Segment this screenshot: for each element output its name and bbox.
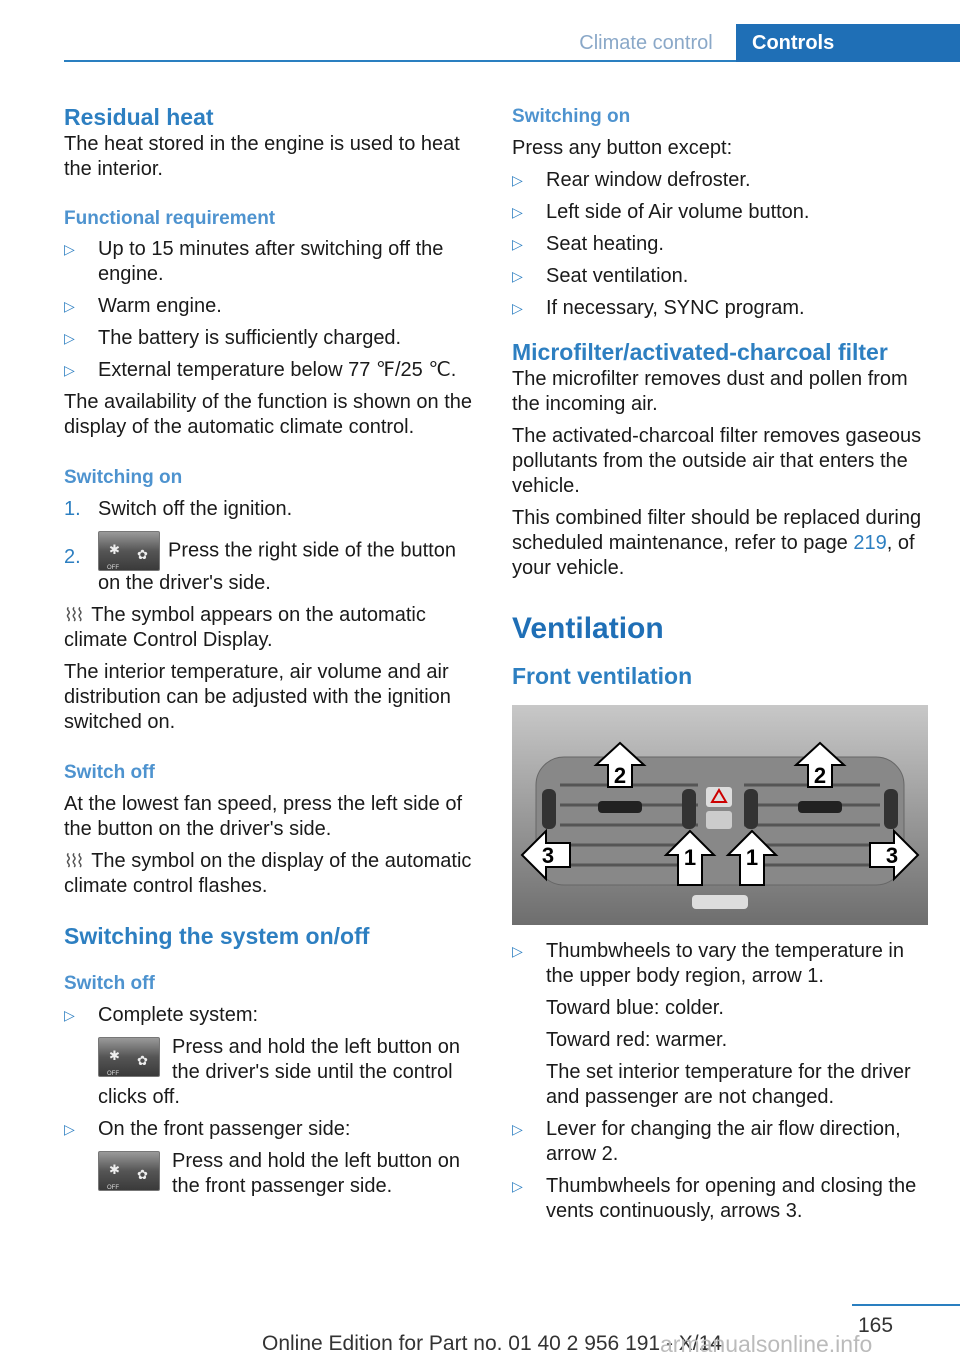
list-item: ▷ If necessary, SYNC program.	[512, 297, 805, 319]
arrow-label-2: 2	[813, 763, 827, 788]
list-item: ▷ Seat ventilation.	[512, 265, 689, 287]
triangle-bullet-icon: ▷	[64, 1121, 75, 1137]
system-title: Switching the system on/off	[64, 923, 370, 949]
climate-button-icon: ✱ OFF ✿	[98, 531, 160, 571]
arrow-label-3: 3	[885, 843, 899, 868]
switch-off-text: At the lowest fan speed, press the left side of the button on the driver's side.	[64, 793, 463, 840]
symbol-appears-text: ⌇⌇⌇ The symbol appears on the automatic climate Control Display.	[64, 604, 426, 651]
list-item: ▷ Thumbwheels for opening and closing the vents continuously, arrows 3.	[512, 1175, 917, 1222]
filter-title: Microfilter/activated-charcoal filter	[512, 339, 888, 365]
right-column	[512, 100, 932, 1224]
arrow-label-1: 1	[745, 845, 759, 870]
list-item: ▷ Lever for changing the air flow direction, arrow 2.	[512, 1118, 901, 1165]
list-item: ▷ Seat heating.	[512, 233, 664, 255]
residual-heat-title: Residual heat	[64, 104, 214, 130]
list-item: ▷ External temperature below 77 ℉/25 ℃.	[64, 359, 457, 381]
switch-off-title: Switch off	[64, 762, 155, 783]
system-switch-off-title: Switch off	[64, 973, 155, 994]
step-1: 1. Switch off the ignition.	[64, 498, 293, 520]
symbol-flashes-text: ⌇⌇⌇ The symbol on the display of the automatic climate control flashes.	[64, 850, 472, 897]
triangle-bullet-icon: ▷	[64, 298, 75, 314]
vent-list	[512, 939, 932, 1224]
triangle-bullet-icon: ▷	[512, 300, 523, 316]
func-req-list	[64, 237, 476, 383]
filter-text-3: This combined filter should be replaced during scheduled maintenance, refer to page 219, of your vehicle.	[512, 507, 922, 579]
step-2: 2. ✱ OFF ✿ Press the right side of the button on the driver's side.	[64, 531, 476, 596]
list-item: ▷ Rear window defroster.	[512, 169, 751, 191]
climate-button-icon: ✱ OFF ✿	[98, 1037, 160, 1077]
ventilation-title: Ventilation	[512, 612, 664, 645]
complete-system-text: Press and hold the left button on the driver's side until the control clicks off.	[98, 1036, 460, 1108]
triangle-bullet-icon: ▷	[512, 172, 523, 188]
adjust-text: The interior temperature, air volume and air distribution can be adjusted with the ignition switched on.	[64, 661, 451, 733]
triangle-bullet-icon: ▷	[512, 1121, 523, 1137]
watermark: armanualsonline.info	[660, 1331, 873, 1357]
residual-heat-text: The heat stored in the engine is used to heat the interior.	[64, 133, 460, 180]
arrow-label-3: 3	[541, 843, 555, 868]
list-item: ▷ On the front passenger side: ✱ OFF ✿ Press and hold the left button on the front passenger side.	[64, 1118, 460, 1197]
step-number: 2.	[64, 546, 81, 568]
list-item: ▷ The battery is sufficiently charged.	[64, 327, 402, 349]
footer-rule	[852, 1304, 960, 1306]
triangle-bullet-icon: ▷	[512, 1178, 523, 1194]
front-ventilation-image	[512, 705, 928, 925]
header-section: Climate control	[579, 32, 713, 54]
residual-heat-symbol-icon: ⌇⌇⌇	[64, 605, 82, 625]
list-item: ▷ Left side of Air volume button.	[512, 201, 810, 223]
passenger-text: Press and hold the left button on the front passenger side.	[172, 1150, 460, 1197]
climate-button-icon: ✱ OFF ✿	[98, 1151, 160, 1191]
triangle-bullet-icon: ▷	[64, 362, 75, 378]
list-item: ▷ Warm engine.	[64, 295, 222, 317]
press-any-text: Press any button except:	[512, 137, 733, 159]
step-number: 1.	[64, 498, 81, 520]
func-req-title: Functional requirement	[64, 208, 276, 229]
switch-on-title: Switching on	[64, 467, 183, 488]
arrow-label-1: 1	[683, 845, 697, 870]
except-list	[512, 168, 932, 321]
triangle-bullet-icon: ▷	[512, 236, 523, 252]
filter-text-1: The microfilter removes dust and pollen from the incoming air.	[512, 368, 908, 415]
edition-text: Online Edition for Part no. 01 40 2 956 191 - X/14	[262, 1332, 722, 1355]
left-column	[64, 100, 476, 1199]
front-vent-title: Front ventilation	[512, 663, 693, 689]
triangle-bullet-icon: ▷	[512, 204, 523, 220]
page-number: 165	[858, 1314, 894, 1337]
triangle-bullet-icon: ▷	[512, 268, 523, 284]
list-item: ▷ Up to 15 minutes after switching off the engine.	[64, 238, 444, 285]
list-item: ▷ Complete system: ✱ OFF ✿ Press and hold the left button on the driver's side until the control clicks off.	[64, 1004, 460, 1108]
page-link[interactable]: 219	[853, 532, 887, 554]
arrow-label-2: 2	[613, 763, 627, 788]
residual-heat-symbol-icon: ⌇⌇⌇	[64, 851, 82, 871]
triangle-bullet-icon: ▷	[512, 943, 523, 959]
filter-text-2: The activated-charcoal filter removes gaseous pollutants from the outside air that enters the vehicle.	[512, 425, 922, 497]
triangle-bullet-icon: ▷	[64, 330, 75, 346]
header-tab: Controls	[736, 24, 960, 62]
list-item: ▷ Thumbwheels to vary the temperature in the upper body region, arrow 1. Toward blue: colder. Toward red: warmer. The set interior temperature for the driver and passenger are not changed.	[512, 940, 911, 1108]
triangle-bullet-icon: ▷	[64, 1007, 75, 1023]
switching-on-title: Switching on	[512, 106, 631, 127]
availability-text: The availability of the function is shown on the display of the automatic climate control.	[64, 391, 473, 438]
triangle-bullet-icon: ▷	[64, 241, 75, 257]
